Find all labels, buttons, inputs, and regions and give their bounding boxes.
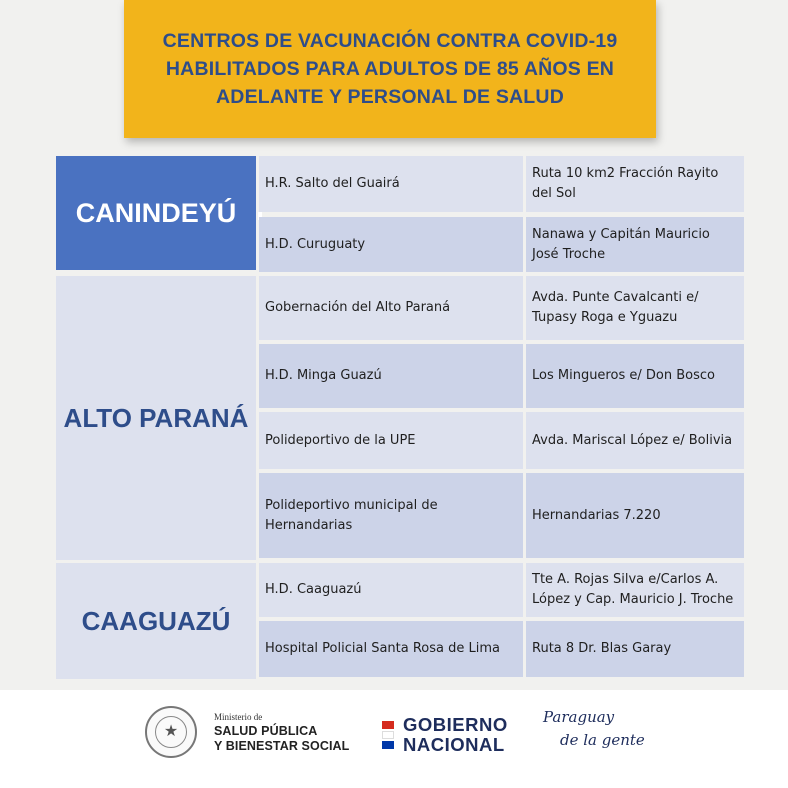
ministry-seal-icon [145, 706, 197, 758]
center-address: Avda. Mariscal López e/ Bolivia [526, 412, 744, 469]
center-name: Gobernación del Alto Paraná [259, 276, 523, 340]
center-name: Polideportivo de la UPE [259, 412, 523, 469]
center-address: Ruta 8 Dr. Blas Garay [526, 621, 744, 677]
ministry-line-1: SALUD PÚBLICA [214, 724, 318, 738]
center-name: H.D. Minga Guazú [259, 344, 523, 408]
slogan-line-2: de la gente [560, 731, 645, 749]
flag-white-icon [382, 731, 394, 739]
title-line-3: ADELANTE Y PERSONAL DE SALUD [216, 86, 564, 108]
address-line: del Sol [532, 186, 576, 201]
center-address [526, 217, 744, 272]
center-address [526, 156, 744, 212]
address-line: Avda. Punte Cavalcanti e/ [532, 290, 699, 305]
center-name: H.R. Salto del Guairá [259, 156, 523, 212]
slogan-line-1: Paraguay [543, 708, 615, 726]
title-line-2: HABILITADOS PARA ADULTOS DE 85 AÑOS EN [165, 58, 615, 80]
address-line: Ruta 10 km2 Fracción Rayito [532, 166, 719, 181]
region-alto-parana: ALTO PARANÁ [56, 276, 256, 560]
address-line: Tte A. Rojas Silva e/Carlos A. [532, 572, 719, 587]
gobierno-line-2: NACIONAL [403, 734, 505, 755]
center-address: Hernandarias 7.220 [526, 473, 744, 558]
address-line: Nanawa y Capitán Mauricio [532, 226, 710, 242]
center-name: H.D. Curuguaty [259, 217, 523, 272]
ministry-line-2: Y BIENESTAR SOCIAL [214, 739, 350, 753]
center-address: Los Mingueros e/ Don Bosco [526, 344, 744, 408]
flag-blue-icon [382, 741, 394, 749]
ministry-small-text: Ministerio de [214, 712, 263, 722]
address-line: José Troche [532, 246, 606, 262]
address-line: Tupasy Roga e Yguazu [532, 310, 678, 325]
region-canindeyu: CANINDEYÚ [56, 156, 256, 270]
center-name: H.D. Caaguazú [259, 563, 523, 617]
gobierno-line-1: GOBIERNO [403, 714, 508, 735]
region-caaguazu: CAAGUAZÚ [56, 563, 256, 679]
flag-red-icon [382, 721, 394, 729]
title-banner [124, 0, 656, 138]
center-address [526, 563, 744, 617]
address-line: López y Cap. Mauricio J. Troche [532, 592, 734, 607]
footer-logos [0, 690, 788, 788]
center-name: Polideportivo municipal de Hernandarias [259, 473, 523, 558]
title-line-1: CENTROS DE VACUNACIÓN CONTRA COVID-19 [162, 30, 618, 52]
center-address [526, 276, 744, 340]
center-name: Hospital Policial Santa Rosa de Lima [259, 621, 523, 677]
